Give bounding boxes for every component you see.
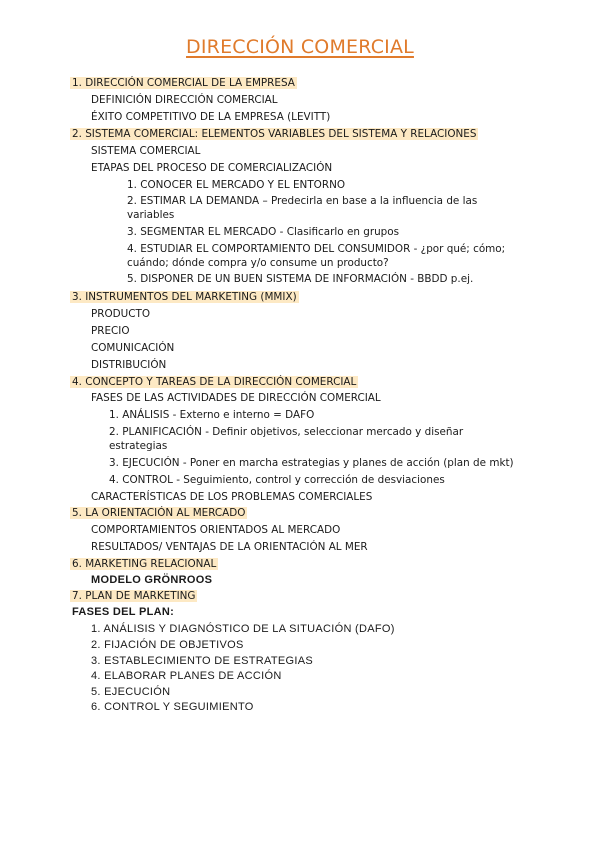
section-3-heading: 3. INSTRUMENTOS DEL MARKETING (MMIX) xyxy=(72,291,297,303)
section-2-step: 1. CONOCER EL MERCADO Y EL ENTORNO xyxy=(127,179,346,191)
section-1-heading: 1. DIRECCIÓN COMERCIAL DE LA EMPRESA xyxy=(72,77,295,89)
section-2-heading: 2. SISTEMA COMERCIAL: ELEMENTOS VARIABLES DEL SISTEMA Y RELACIONES xyxy=(72,128,477,140)
section-2-step: 5. DISPONER DE UN BUEN SISTEMA DE INFORMACIÓN - BBDD p.ej. xyxy=(127,273,474,285)
plan-phase: 5. EJECUCIÓN xyxy=(91,686,171,698)
section-2-step: 2. ESTIMAR LA DEMANDA – Predecirla en base a la influencia de las variables xyxy=(127,195,478,221)
plan-heading: FASES DEL PLAN: xyxy=(72,606,175,618)
section-3-item: DISTRIBUCIÓN xyxy=(91,359,167,371)
section-4-step: 1. ANÁLISIS - Externo e interno = DAFO xyxy=(109,409,315,421)
section-4-step: 3. EJECUCIÓN - Poner en marcha estrategias y planes de acción (plan de mkt) xyxy=(109,457,514,469)
section-4-item: CARACTERÍSTICAS DE LOS PROBLEMAS COMERCIALES xyxy=(91,491,373,503)
section-5-item: RESULTADOS/ VENTAJAS DE LA ORIENTACIÓN AL MER xyxy=(91,541,368,553)
section-4-step: 4. CONTROL - Seguimiento, control y corrección de desviaciones xyxy=(109,474,445,486)
plan-phase: 1. ANÁLISIS Y DIAGNÓSTICO DE LA SITUACIÓN (DAFO) xyxy=(91,623,395,635)
section-2-item: SISTEMA COMERCIAL xyxy=(91,145,201,157)
plan-phase: 3. ESTABLECIMIENTO DE ESTRATEGIAS xyxy=(91,655,314,667)
section-4-step: 2. PLANIFICACIÓN - Definir objetivos, seleccionar mercado y diseñar estrategias xyxy=(109,426,464,452)
section-6-item: MODELO GRÖNROOS xyxy=(91,574,213,586)
section-2-step: 3. SEGMENTAR EL MERCADO - Clasificarlo en grupos xyxy=(127,226,400,238)
section-5-item: COMPORTAMIENTOS ORIENTADOS AL MERCADO xyxy=(91,524,341,536)
section-3-item: COMUNICACIÓN xyxy=(91,342,175,354)
section-3-item: PRECIO xyxy=(91,325,130,337)
section-1-item: DEFINICIÓN DIRECCIÓN COMERCIAL xyxy=(91,94,278,106)
plan-phase: 6. CONTROL Y SEGUIMIENTO xyxy=(91,701,254,713)
section-1-item: ÉXITO COMPETITIVO DE LA EMPRESA (LEVITT) xyxy=(91,111,331,123)
section-3-item: PRODUCTO xyxy=(91,308,151,320)
section-2-item: ETAPAS DEL PROCESO DE COMERCIALIZACIÓN xyxy=(91,162,333,174)
section-7-heading: 7. PLAN DE MARKETING xyxy=(72,590,196,602)
section-5-heading: 5. LA ORIENTACIÓN AL MERCADO xyxy=(72,507,246,519)
section-4-heading: 4. CONCEPTO Y TAREAS DE LA DIRECCIÓN COMERCIAL xyxy=(72,376,357,388)
plan-phase: 4. ELABORAR PLANES DE ACCIÓN xyxy=(91,670,282,682)
section-4-item: FASES DE LAS ACTIVIDADES DE DIRECCIÓN COMERCIAL xyxy=(91,392,381,404)
plan-phase: 2. FIJACIÓN DE OBJETIVOS xyxy=(91,639,244,651)
page-title: DIRECCIÓN COMERCIAL xyxy=(186,36,414,58)
section-2-step: 4. ESTUDIAR EL COMPORTAMIENTO DEL CONSUMIDOR - ¿por qué; cómo; cuándo; dónde compra y/o consume un producto? xyxy=(127,243,506,269)
section-6-heading: 6. MARKETING RELACIONAL xyxy=(72,558,217,570)
